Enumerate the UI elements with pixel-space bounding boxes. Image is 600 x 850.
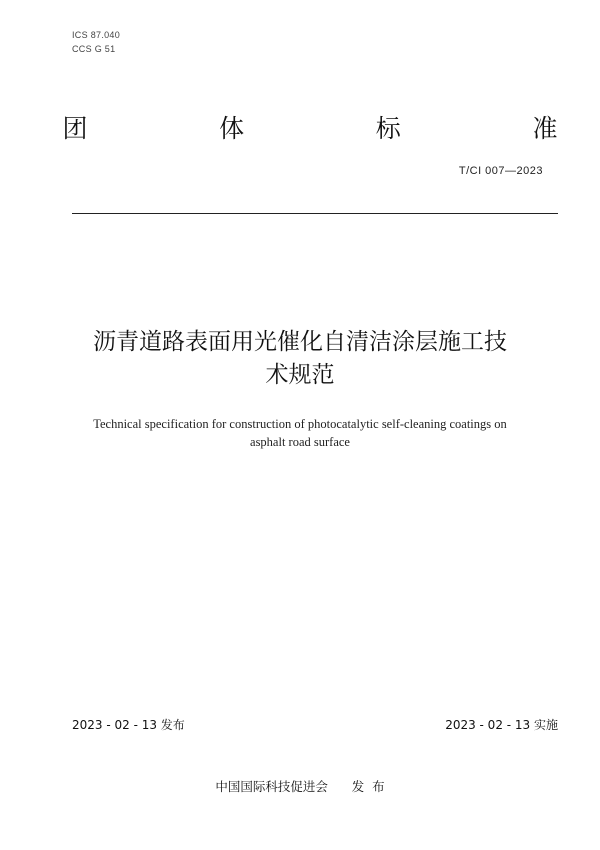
publisher-action: 发 布 (351, 779, 385, 794)
english-title-line: Technical specification for construction of photocatalytic self-cleaning coatings on (93, 417, 507, 431)
ics-code: ICS 87.040 (72, 30, 121, 40)
standard-type-char: 标 (375, 114, 401, 143)
standard-number: T/CI 007—2023 (458, 165, 543, 177)
publisher-line (0, 777, 600, 795)
issue-date: 2023 - 02 - 13 发布 (72, 718, 185, 732)
chinese-title-line: 术规范 (265, 362, 335, 388)
standard-type-char: 准 (532, 114, 558, 143)
chinese-title (40, 326, 560, 392)
standard-type-char: 团 (62, 114, 88, 143)
implementation-date: 2023 - 02 - 13 实施 (445, 718, 558, 732)
ccs-code: CCS G 51 (72, 44, 116, 54)
classification-codes (72, 28, 120, 56)
publisher-name: 中国国际科技促进会 (215, 779, 328, 794)
header-divider (72, 213, 558, 214)
english-title-line: asphalt road surface (250, 435, 350, 449)
standard-type-char: 体 (219, 114, 245, 143)
english-title (50, 415, 550, 451)
standard-type-heading (60, 113, 560, 145)
chinese-title-line: 沥青道路表面用光催化自清洁涂层施工技 (93, 329, 507, 355)
